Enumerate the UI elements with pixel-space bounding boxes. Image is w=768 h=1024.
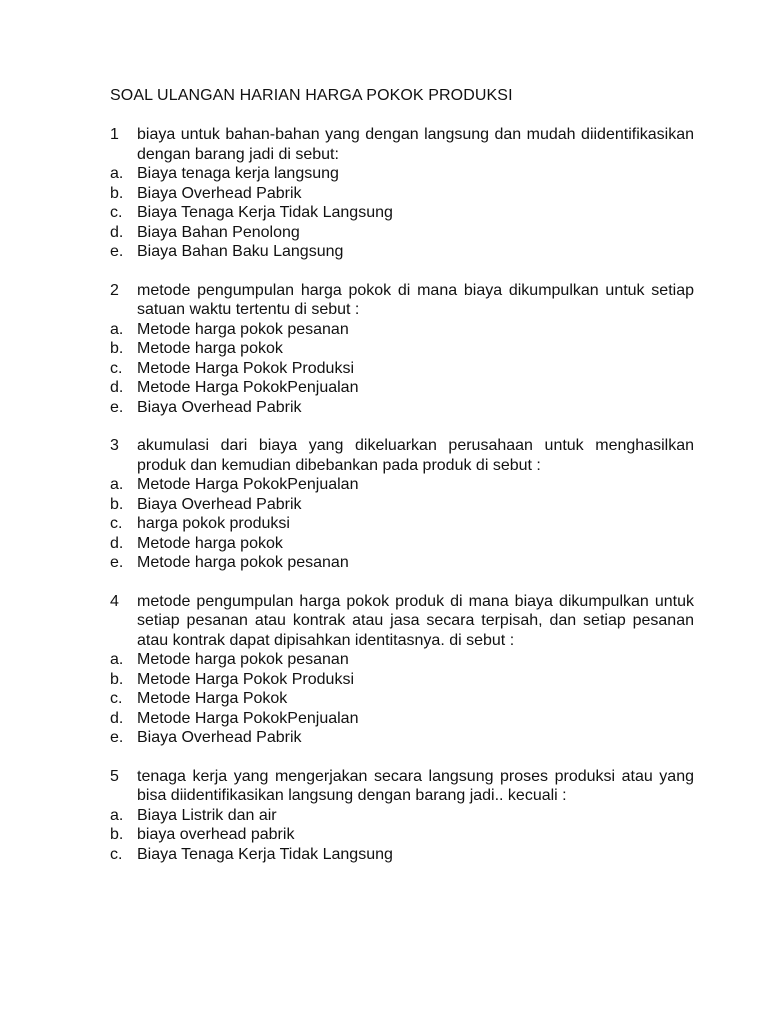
answer-option bbox=[110, 845, 694, 865]
answer-option bbox=[110, 689, 694, 709]
option-list bbox=[110, 650, 694, 748]
option-list bbox=[110, 320, 694, 418]
option-text: Biaya Overhead Pabrik bbox=[137, 495, 302, 513]
question-stem bbox=[110, 592, 694, 651]
option-letter: d. bbox=[110, 223, 124, 241]
option-letter: c. bbox=[110, 359, 123, 377]
question-number: 3 bbox=[110, 437, 119, 454]
question-stem bbox=[110, 125, 694, 164]
question-number: 2 bbox=[110, 281, 119, 299]
question-text: metode pengumpulan harga pokok di mana biaya dikumpulkan untuk setiap satuan waktu tertentu di sebut : bbox=[137, 281, 694, 318]
option-letter: e. bbox=[110, 243, 124, 260]
option-letter: b. bbox=[110, 670, 124, 688]
document-title: SOAL ULANGAN HARIAN HARGA POKOK PRODUKSI bbox=[110, 87, 513, 104]
document-page bbox=[110, 86, 694, 883]
option-letter: a. bbox=[110, 165, 124, 182]
question-number: 5 bbox=[110, 767, 119, 785]
question-item bbox=[110, 125, 694, 262]
option-text: Metode harga pokok bbox=[137, 534, 283, 552]
answer-option bbox=[110, 223, 694, 243]
answer-option bbox=[110, 184, 694, 204]
question-stem bbox=[110, 436, 694, 475]
option-letter: d. bbox=[110, 534, 124, 552]
option-letter: e. bbox=[110, 554, 124, 571]
option-text: Metode Harga PokokPenjualan bbox=[137, 476, 359, 493]
option-text: Biaya Bahan Penolong bbox=[137, 223, 300, 241]
option-text: Biaya Listrik dan air bbox=[137, 806, 277, 824]
answer-option bbox=[110, 650, 694, 670]
option-text: Metode Harga PokokPenjualan bbox=[137, 709, 359, 727]
option-letter: b. bbox=[110, 184, 124, 202]
option-text: Biaya Overhead Pabrik bbox=[137, 729, 302, 746]
option-letter: e. bbox=[110, 398, 124, 416]
question-text: tenaga kerja yang mengerjakan secara langsung proses produksi atau yang bisa diidentifikasikan langsung dengan barang jadi.. kecuali : bbox=[137, 767, 694, 804]
answer-option bbox=[110, 534, 694, 554]
answer-option bbox=[110, 495, 694, 515]
option-letter: b. bbox=[110, 495, 124, 513]
answer-option bbox=[110, 825, 694, 845]
question-list bbox=[110, 125, 694, 864]
question-item bbox=[110, 767, 694, 865]
question-stem bbox=[110, 281, 694, 320]
option-text: Metode harga pokok pesanan bbox=[137, 651, 349, 668]
option-text: Biaya Tenaga Kerja Tidak Langsung bbox=[137, 845, 393, 863]
question-item bbox=[110, 436, 694, 573]
question-stem bbox=[110, 767, 694, 806]
question-number: 4 bbox=[110, 592, 119, 610]
question-number: 1 bbox=[110, 126, 119, 143]
answer-option bbox=[110, 709, 694, 729]
option-text: Metode Harga Pokok Produksi bbox=[137, 670, 354, 688]
option-text: Biaya tenaga kerja langsung bbox=[137, 165, 339, 182]
answer-option bbox=[110, 728, 694, 748]
answer-option bbox=[110, 339, 694, 359]
option-text: biaya overhead pabrik bbox=[137, 826, 295, 843]
option-text: Biaya Overhead Pabrik bbox=[137, 184, 302, 202]
option-letter: c. bbox=[110, 515, 123, 532]
question-text: akumulasi dari biaya yang dikeluarkan perusahaan untuk menghasilkan produk dan kemudian dibebankan pada produk di sebut : bbox=[137, 437, 694, 474]
question-item bbox=[110, 281, 694, 418]
answer-option bbox=[110, 475, 694, 495]
option-list bbox=[110, 475, 694, 573]
option-text: Metode Harga PokokPenjualan bbox=[137, 379, 359, 396]
option-letter: c. bbox=[110, 204, 123, 221]
option-letter: a. bbox=[110, 806, 124, 824]
option-text: Metode harga pokok bbox=[137, 340, 283, 357]
option-text: Metode harga pokok pesanan bbox=[137, 320, 349, 338]
option-text: Metode Harga Pokok bbox=[137, 690, 288, 707]
option-letter: b. bbox=[110, 340, 124, 357]
option-letter: a. bbox=[110, 476, 124, 493]
option-letter: d. bbox=[110, 709, 124, 727]
option-letter: b. bbox=[110, 826, 124, 843]
option-list bbox=[110, 806, 694, 865]
option-text: Metode Harga Pokok Produksi bbox=[137, 359, 354, 377]
answer-option bbox=[110, 806, 694, 826]
answer-option bbox=[110, 553, 694, 573]
option-letter: a. bbox=[110, 320, 124, 338]
answer-option bbox=[110, 320, 694, 340]
answer-option bbox=[110, 164, 694, 184]
option-list bbox=[110, 164, 694, 262]
option-text: Biaya Tenaga Kerja Tidak Langsung bbox=[137, 204, 393, 221]
question-text: metode pengumpulan harga pokok produk di mana biaya dikumpulkan untuk setiap pesanan atau kontrak atau jasa secara terpisah, dan setiap pesanan atau kontrak dapat dipisahkan identitasnya. di sebut : bbox=[137, 592, 694, 649]
option-text: Biaya Overhead Pabrik bbox=[137, 398, 302, 416]
option-text: Biaya Bahan Baku Langsung bbox=[137, 243, 344, 260]
option-letter: a. bbox=[110, 651, 124, 668]
option-letter: e. bbox=[110, 729, 124, 746]
option-letter: c. bbox=[110, 690, 123, 707]
answer-option bbox=[110, 514, 694, 534]
question-text: biaya untuk bahan-bahan yang dengan langsung dan mudah diidentifikasikan dengan barang jadi di sebut: bbox=[137, 126, 694, 163]
answer-option bbox=[110, 398, 694, 418]
answer-option bbox=[110, 359, 694, 379]
option-letter: c. bbox=[110, 845, 123, 863]
option-text: Metode harga pokok pesanan bbox=[137, 554, 349, 571]
option-text: harga pokok produksi bbox=[137, 515, 290, 532]
answer-option bbox=[110, 378, 694, 398]
option-letter: d. bbox=[110, 379, 124, 396]
answer-option bbox=[110, 670, 694, 690]
answer-option bbox=[110, 203, 694, 223]
answer-option bbox=[110, 242, 694, 262]
question-item bbox=[110, 592, 694, 748]
